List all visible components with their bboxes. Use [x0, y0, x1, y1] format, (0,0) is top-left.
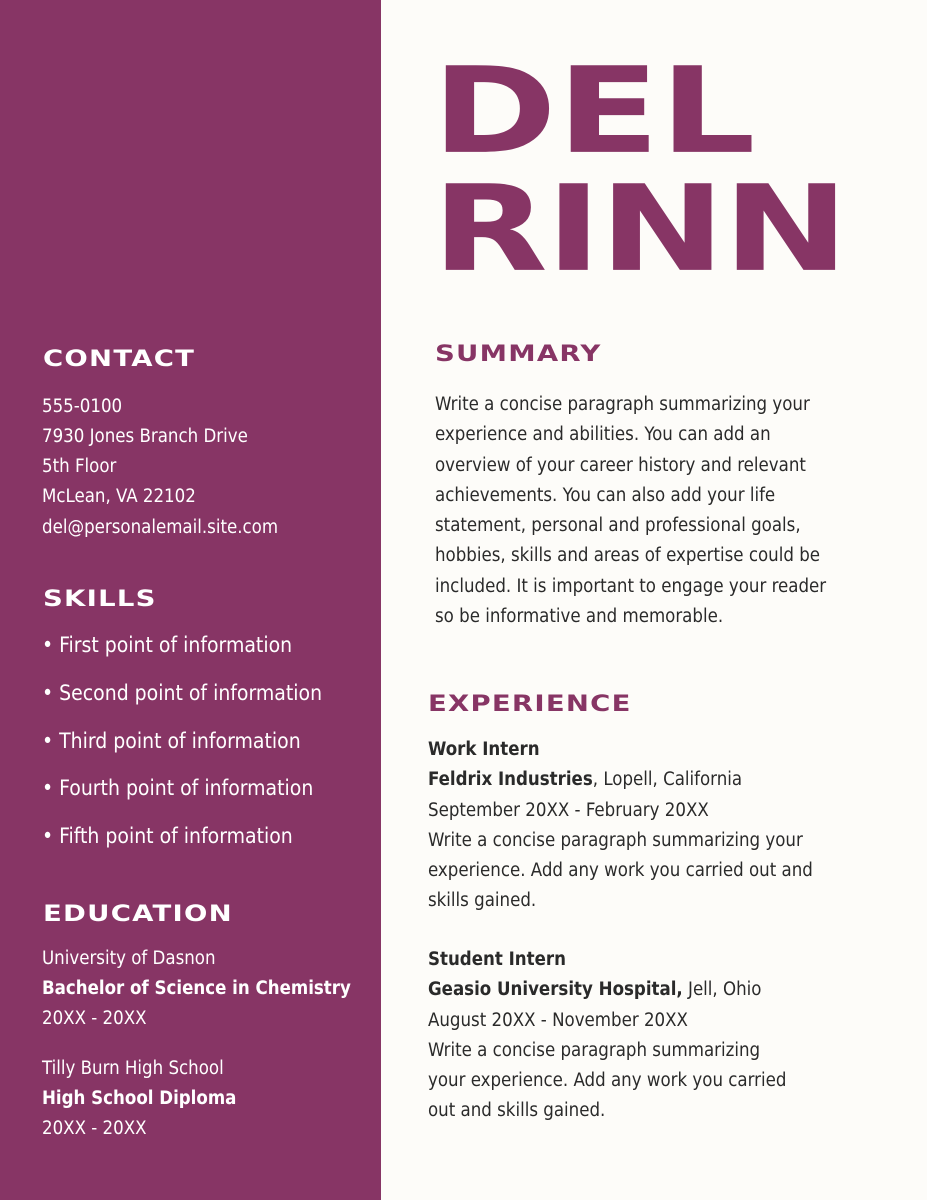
contact-phone: 555-0100 [42, 396, 123, 417]
skill-item: • First point of information [42, 633, 293, 657]
experience-entry-2 [428, 945, 786, 1127]
job-location: Jell, Ohio [682, 979, 762, 1001]
job-description-line: out and skills gained. [428, 1100, 606, 1122]
contact-address-line2: 5th Floor [42, 456, 117, 477]
job-company-line [428, 765, 813, 795]
education-dates: 20XX - 20XX [42, 1008, 147, 1029]
education-heading: EDUCATION [43, 902, 233, 927]
experience-heading: EXPERIENCE [428, 692, 632, 717]
job-description-line: your experience. Add any work you carried [428, 1070, 787, 1092]
skill-item: • Second point of information [42, 681, 323, 705]
education-degree: High School Diploma [42, 1088, 237, 1109]
summary-line: so be informative and memorable. [435, 606, 724, 628]
summary-line: Write a concise paragraph summarizing your [435, 394, 810, 415]
experience-entry-1 [428, 735, 813, 917]
job-company: Feldrix Industries [428, 769, 593, 791]
contact-address-line1: 7930 Jones Branch Drive [42, 426, 248, 447]
job-description-line: Write a concise paragraph summarizing your [428, 829, 803, 851]
summary-line: experience and abilities. You can add an [435, 424, 771, 446]
skill-item: • Third point of information [42, 729, 301, 753]
summary-line: hobbies, skills and areas of expertise could be [435, 545, 821, 567]
education-dates: 20XX - 20XX [42, 1118, 147, 1139]
summary-line: statement, personal and professional goals, [435, 515, 801, 537]
skill-item: • Fourth point of information [42, 776, 314, 800]
name-last: RINN [432, 160, 847, 299]
summary-line: overview of your career history and relevant [435, 454, 806, 476]
contact-heading: CONTACT [43, 347, 196, 372]
summary-line: included. It is important to engage your reader [435, 575, 827, 597]
contact-city: McLean, VA 22102 [42, 486, 196, 507]
job-dates: August 20XX - November 20XX [428, 1009, 688, 1031]
contact-email: del@personalemail.site.com [42, 517, 279, 538]
education-degree: Bachelor of Science in Chemistry [42, 978, 351, 999]
education-school: University of Dasnon [42, 948, 216, 969]
job-title: Work Intern [428, 739, 540, 760]
name-first: DEL [432, 42, 756, 181]
summary-line: achievements. You can also add your life [435, 484, 776, 506]
education-school: Tilly Burn High School [42, 1058, 224, 1079]
job-company-line [428, 975, 786, 1005]
job-title: Student Intern [428, 949, 566, 970]
job-location: , Lopell, California [592, 769, 743, 791]
skills-heading: SKILLS [43, 587, 157, 612]
summary-heading: SUMMARY [435, 342, 602, 367]
job-description-line: Write a concise paragraph summarizing [428, 1039, 761, 1061]
job-company: Geasio University Hospital, [428, 979, 683, 1001]
job-description-line: experience. Add any work you carried out and [428, 860, 813, 882]
job-dates: September 20XX - February 20XX [428, 799, 709, 821]
job-description-line: skills gained. [428, 890, 537, 912]
skill-item: • Fifth point of information [42, 824, 293, 848]
summary-paragraph [435, 390, 826, 632]
